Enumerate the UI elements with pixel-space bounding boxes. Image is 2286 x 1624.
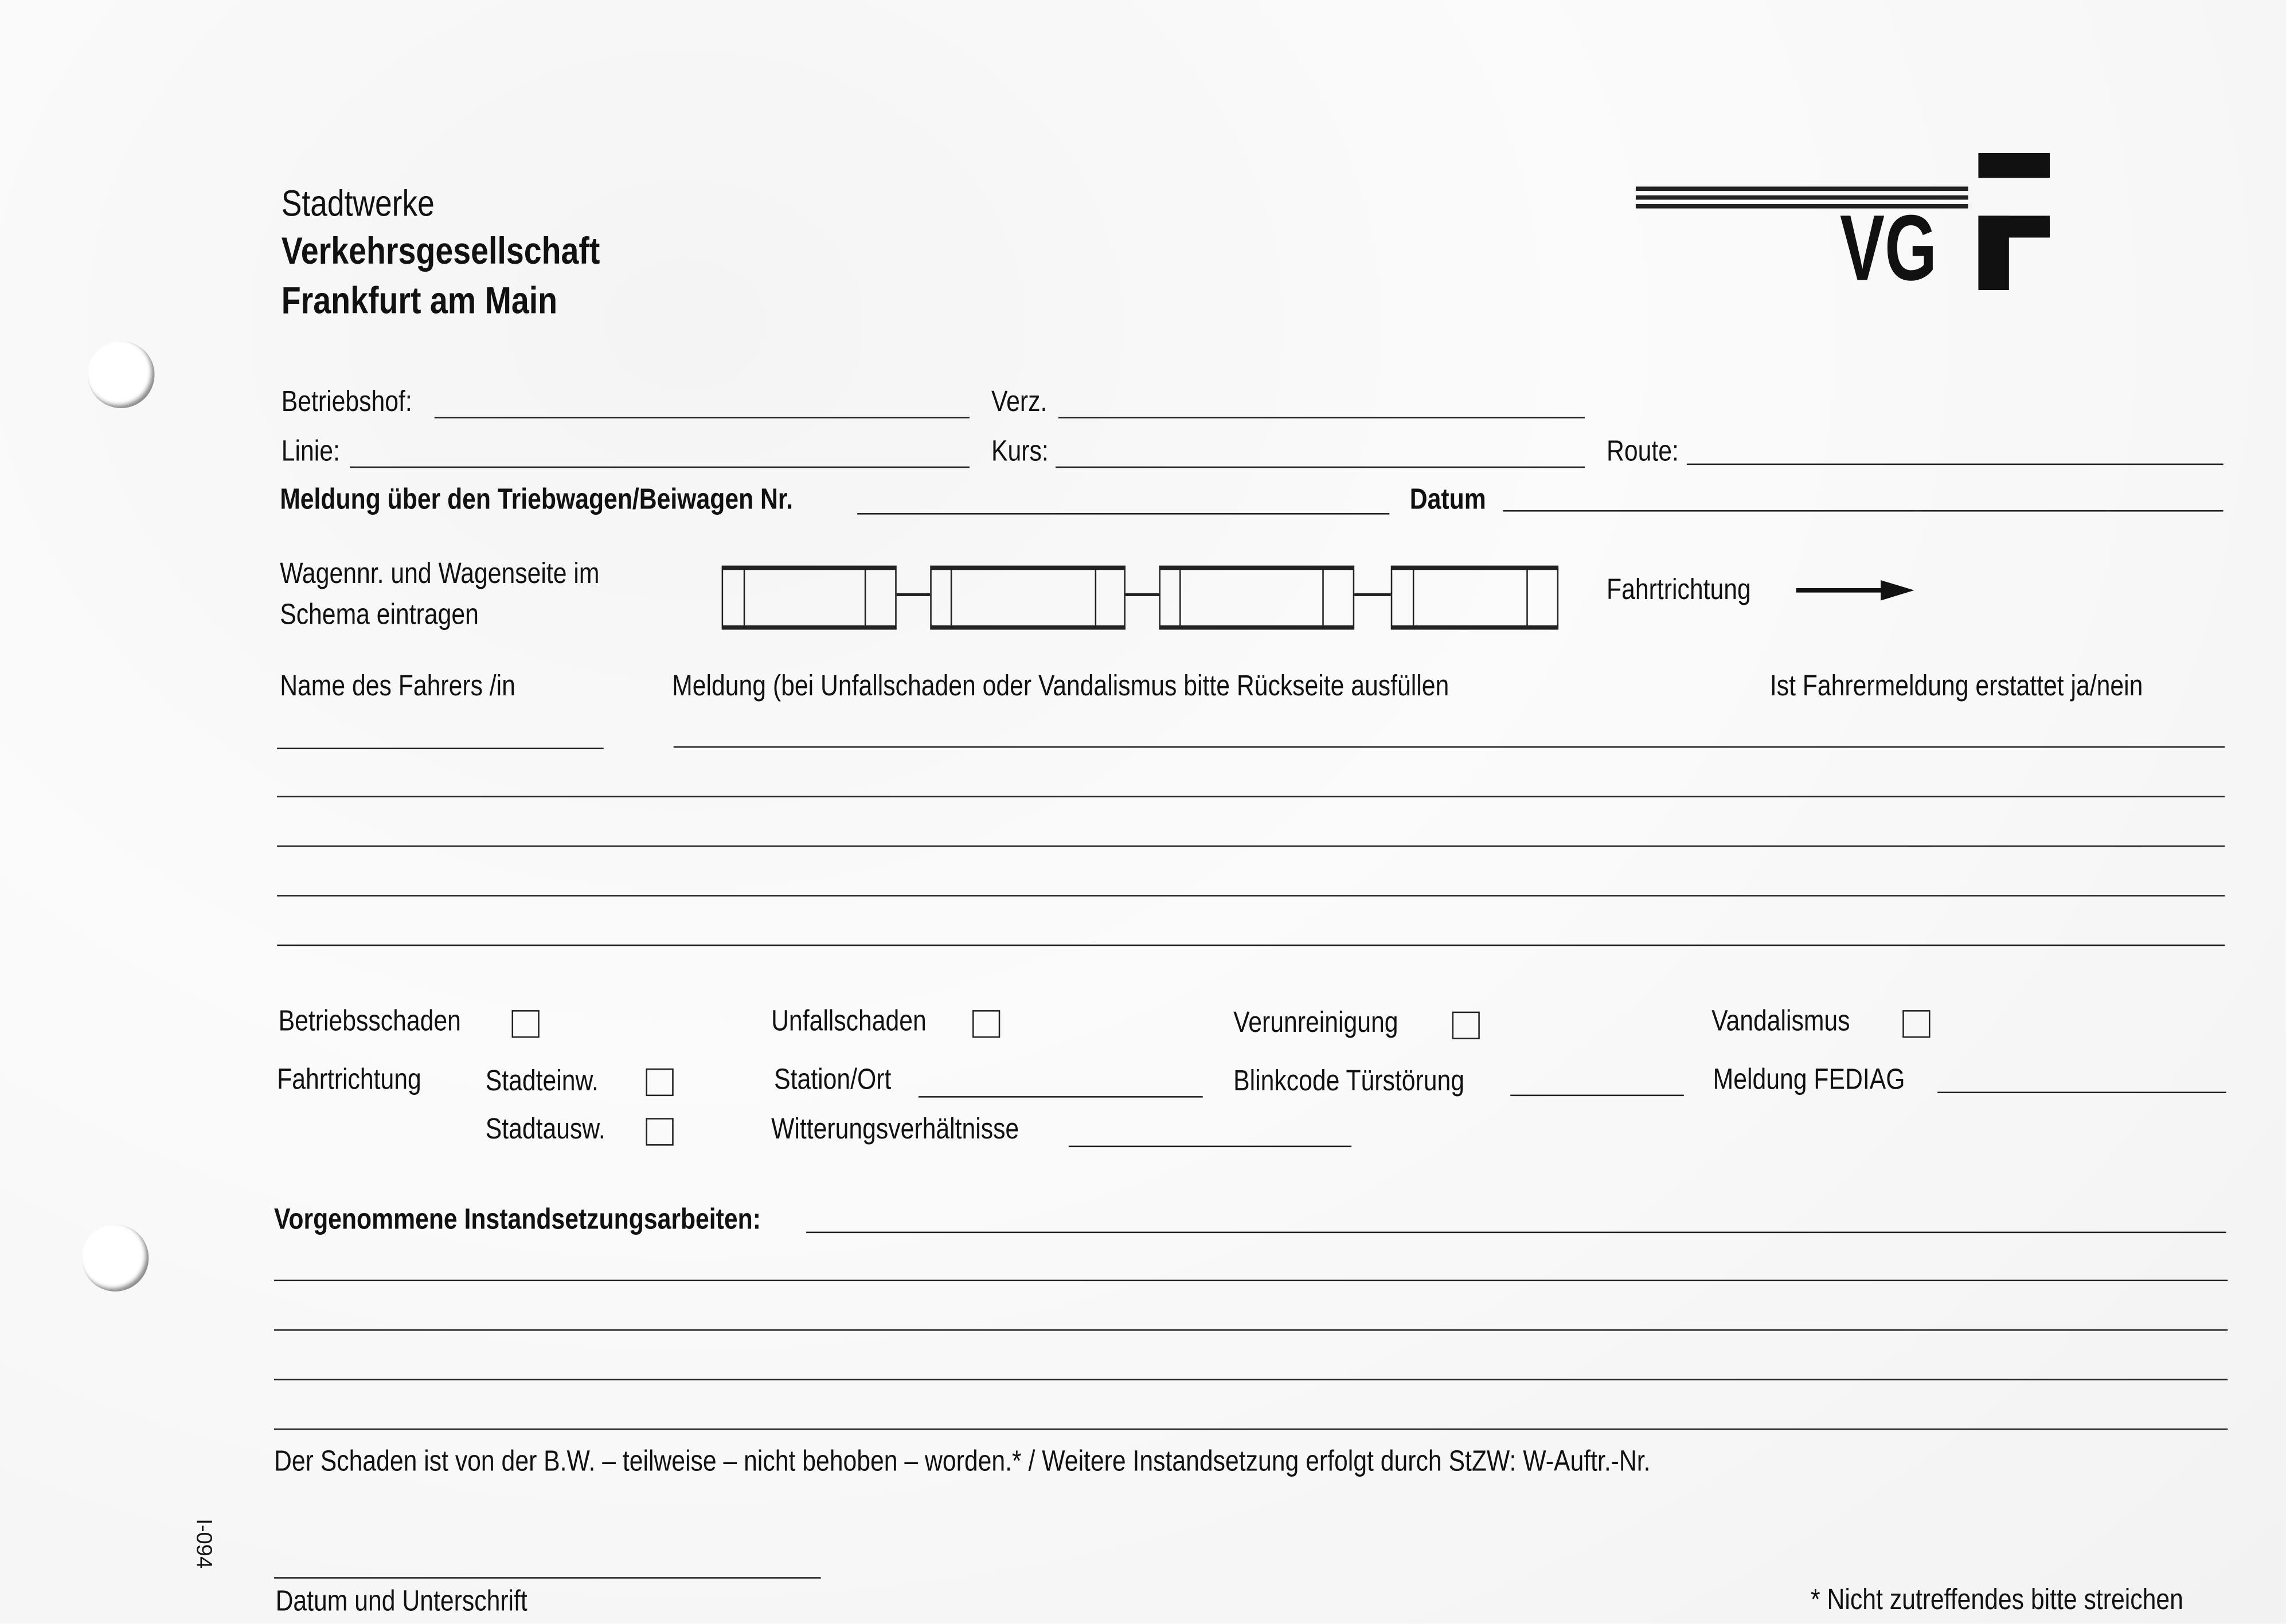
stadtausw-checkbox[interactable] <box>646 1118 673 1145</box>
label-station: Station/Ort <box>774 1064 892 1097</box>
label-instandsetzung: Vorgenommene Instandsetzungsarbeiten: <box>274 1204 761 1236</box>
fahrer-name-field[interactable] <box>277 748 604 750</box>
linie-field[interactable] <box>350 467 970 469</box>
meldung-line[interactable] <box>277 945 2225 947</box>
org-line2: Verkehrsgesellschaft <box>281 229 600 273</box>
station-field[interactable] <box>919 1096 1203 1098</box>
form-page: Stadtwerke Verkehrsgesellschaft Frankfurt am Main VG Betriebshof: Verz. Linie: Kurs: Route: Meldung über den Triebwagen/Beiwagen Nr. Datum Wagennr. und Wagenseite im Schema eintragen Fahrtrichtung Name des Fahrers /in Meldung (bei Unfallschaden oder Vandalismus bitte Rückseite ausfüllen Ist Fahrermeldung erstattet ja/nein Betriebsschaden Unfallschaden Verunreinigung Vandalismus Fahrtrichtung Stadteinw. Station/Ort Blinkcode Türstörung Meldung FEDIAG Stadtausw. Witterungsverhältnisse Vorgenommene Instandsetzungsarbeiten: Der Schaden ist von der B.W. – teilweise – nicht behoben – worden.* / Weitere Instandsetzung erfolgt durch StZW: W-Auftr.-Nr. I-094 Datum und Unterschrift * Nicht zutreffendes bitte streichen <box>0 0 2286 1624</box>
punch-hole <box>88 341 155 408</box>
car-4 <box>1391 566 1558 630</box>
instandsetzung-line[interactable] <box>274 1379 2228 1381</box>
instandsetzung-line[interactable] <box>274 1279 2228 1282</box>
betriebsschaden-checkbox[interactable] <box>511 1010 539 1038</box>
unfallschaden-checkbox[interactable] <box>972 1010 1000 1038</box>
meldung-line[interactable] <box>277 796 2225 798</box>
label-name-fahrer: Name des Fahrers /in <box>280 670 515 703</box>
label-meldung: Meldung (bei Unfallschaden oder Vandalismus bitte Rückseite ausfüllen <box>672 670 1449 703</box>
label-vandalismus: Vandalismus <box>1711 1005 1850 1038</box>
footnote: * Nicht zutreffendes bitte streichen <box>1811 1584 2183 1617</box>
schaden-statement: Der Schaden ist von der B.W. – teilweise – nicht behoben – worden.* / Weitere Instandsetzung erfolgt durch StZW: W-Auftr.-Nr. <box>274 1446 1651 1478</box>
label-fahrtrichtung-arrow: Fahrtrichtung <box>1607 574 1751 606</box>
route-field[interactable] <box>1687 464 2224 466</box>
label-verunreinigung: Verunreinigung <box>1233 1007 1398 1039</box>
vandalismus-checkbox[interactable] <box>1902 1010 1930 1038</box>
label-fediag: Meldung FEDIAG <box>1713 1064 1905 1097</box>
label-stadtausw: Stadtausw. <box>485 1113 605 1146</box>
label-route: Route: <box>1607 436 1679 468</box>
label-verz: Verz. <box>991 386 1048 418</box>
label-stadteinw: Stadteinw. <box>485 1065 599 1098</box>
label-signature: Datum und Unterschrift <box>275 1586 527 1618</box>
label-datum: Datum <box>1409 484 1486 516</box>
instandsetzung-line[interactable] <box>274 1429 2228 1431</box>
label-wagen-nr: Meldung über den Triebwagen/Beiwagen Nr. <box>280 484 794 516</box>
datum-field[interactable] <box>1503 510 2224 512</box>
label-witterung: Witterungsverhältnisse <box>771 1113 1019 1146</box>
meldung-line[interactable] <box>277 846 2225 848</box>
verz-field[interactable] <box>1058 417 1585 419</box>
form-number: I-094 <box>191 1519 216 1569</box>
label-schema-1: Wagennr. und Wagenseite im <box>280 558 600 590</box>
verunreinigung-checkbox[interactable] <box>1452 1012 1480 1039</box>
label-schema-2: Schema eintragen <box>280 599 479 631</box>
kurs-field[interactable] <box>1056 467 1585 469</box>
instandsetzung-line[interactable] <box>806 1232 2226 1234</box>
punch-hole <box>81 1224 149 1292</box>
blinkcode-field[interactable] <box>1510 1095 1684 1097</box>
betriebshof-field[interactable] <box>435 417 970 419</box>
witterung-field[interactable] <box>1069 1146 1351 1148</box>
instandsetzung-line[interactable] <box>274 1329 2228 1332</box>
car-3 <box>1159 566 1354 630</box>
label-betriebshof: Betriebshof: <box>281 386 412 418</box>
label-fahrtrichtung: Fahrtrichtung <box>277 1064 421 1097</box>
label-linie: Linie: <box>281 436 340 468</box>
org-line3: Frankfurt am Main <box>281 278 558 322</box>
label-kurs: Kurs: <box>991 436 1049 468</box>
signature-field[interactable] <box>274 1577 821 1579</box>
org-line1: Stadtwerke <box>281 183 435 225</box>
meldung-line[interactable] <box>674 746 2225 749</box>
label-betriebsschaden: Betriebsschaden <box>278 1005 461 1038</box>
label-blinkcode: Blinkcode Türstörung <box>1233 1065 1465 1098</box>
fediag-field[interactable] <box>1937 1091 2226 1094</box>
label-unfallschaden: Unfallschaden <box>771 1005 927 1038</box>
arrow-right-icon <box>1796 578 1916 602</box>
car-2 <box>930 566 1126 630</box>
label-fahrermeldung: Ist Fahrermeldung erstattet ja/nein <box>1769 670 2143 703</box>
meldung-line[interactable] <box>277 895 2225 897</box>
wagen-nr-field[interactable] <box>857 513 1389 515</box>
stadteinw-checkbox[interactable] <box>646 1069 673 1096</box>
car-1 <box>722 566 897 630</box>
